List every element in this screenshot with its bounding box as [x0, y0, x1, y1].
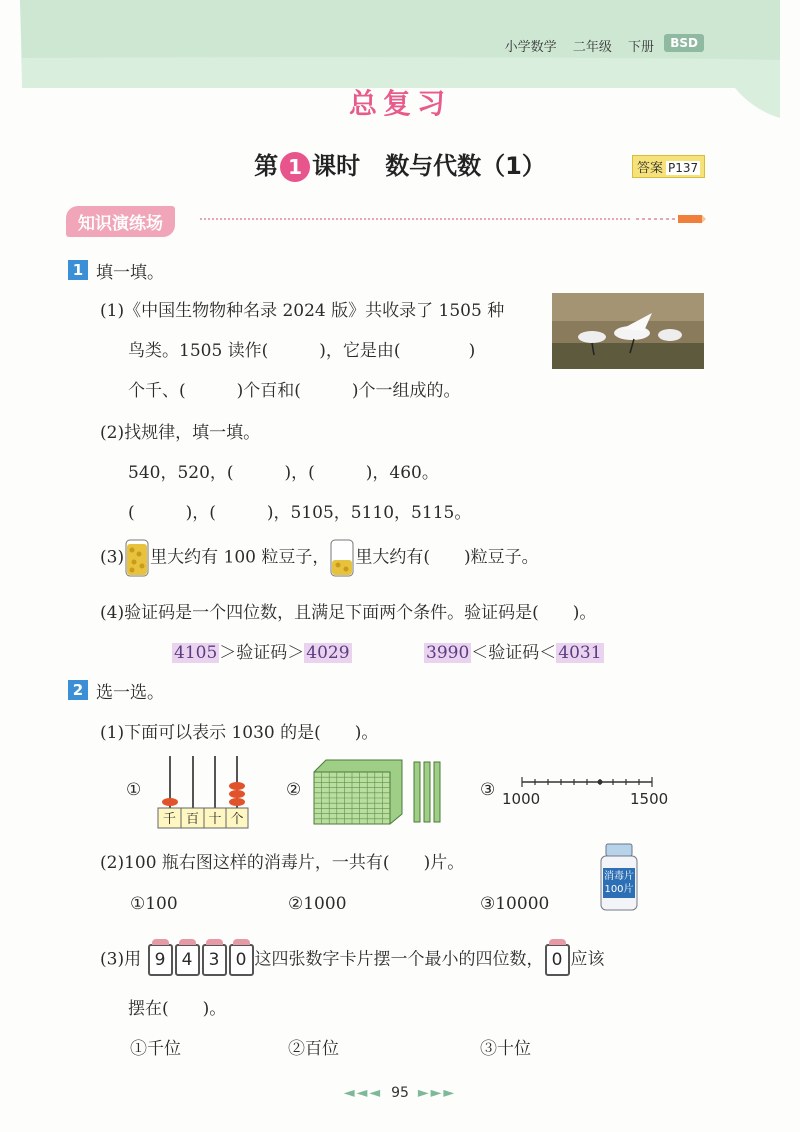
number-line-start: 1000 — [502, 790, 541, 808]
digit-card-3: 3 — [202, 944, 227, 976]
base-ten-blocks-icon — [312, 758, 452, 826]
partial-jar-icon — [329, 538, 355, 578]
condition-2-text: ＜验证码＜ — [471, 643, 557, 663]
full-jar-icon — [124, 538, 150, 578]
option-2-label: ② — [286, 780, 302, 800]
q2-part2-option-2: ②1000 — [288, 894, 347, 914]
question-2-title: 选一选。 — [96, 683, 164, 703]
lesson-number: 1 — [280, 152, 310, 182]
q2-part3-option-1: ①千位 — [130, 1039, 181, 1059]
lesson-suffix: 课时 — [312, 152, 361, 180]
lesson-prefix: 第 — [254, 152, 279, 180]
q2-part3 — [100, 944, 605, 976]
number-line-end: 1500 — [630, 790, 669, 808]
pencil-icon — [636, 212, 706, 226]
section-tag: 知识演练场 — [66, 206, 175, 237]
answer-label: 答案 — [637, 161, 664, 176]
answer-page: P137 — [668, 161, 699, 175]
digit-card-4: 4 — [175, 944, 200, 976]
abacus-label-thousands: 千 — [162, 812, 176, 827]
q2-part2-option-1: ①100 — [130, 894, 178, 914]
grade-label: 二年级 — [572, 40, 612, 55]
q1-part2-line2: 540，520，( )，( )，460。 — [128, 463, 439, 483]
condition-2-lower: 3990 — [426, 643, 470, 663]
digit-card-9: 9 — [148, 944, 173, 976]
condition-1-text: ＞验证码＞ — [219, 643, 305, 663]
footer-right-arrows: ►►► — [417, 1085, 457, 1101]
lesson-topic: 数与代数（1） — [385, 152, 546, 180]
bottle-label-name: 消毒片 — [604, 871, 634, 882]
q1-part4: (4)验证码是一个四位数，且满足下面两个条件。验证码是( )。 — [100, 603, 597, 623]
page-footer — [0, 1085, 800, 1101]
q1-part3-text1: 里大约有 100 粒豆子， — [150, 547, 330, 568]
condition-2 — [424, 638, 604, 663]
q2-part2-option-3: ③10000 — [480, 894, 550, 914]
q1-part3 — [100, 538, 539, 578]
subject-label: 小学数学 — [504, 40, 557, 55]
q2-part3-line2: 摆在( )。 — [128, 999, 227, 1019]
condition-1 — [172, 638, 352, 663]
page-title: 总复习 — [348, 87, 451, 120]
condition-2-upper: 4031 — [558, 643, 602, 663]
digit-card-0: 0 — [229, 944, 254, 976]
q1-part2-line1: (2)找规律，填一填。 — [100, 423, 261, 443]
abacus-label-tens: 十 — [208, 812, 222, 827]
q1-part1-line3: 个千、( )个百和( )个一组成的。 — [128, 381, 461, 401]
q2-part3-text1: 这四张数字卡片摆一个最小的四位数， — [254, 949, 544, 970]
volume-label: 下册 — [627, 40, 654, 55]
footer-left-arrows: ◄◄◄ — [343, 1085, 383, 1101]
bottle-label-count: 100片 — [604, 884, 634, 895]
q1-part2-line3: ( )，( )，5105，5110，5115。 — [128, 503, 472, 523]
q2-part1: (1)下面可以表示 1030 的是( )。 — [100, 723, 379, 743]
answer-reference — [632, 155, 705, 178]
q2-part3-option-2: ②百位 — [288, 1039, 339, 1059]
number-line — [518, 774, 658, 790]
q2-part3-text2: 应该 — [570, 949, 605, 970]
condition-1-lower: 4029 — [306, 643, 350, 663]
q1-part3-text2: 里大约有( )粒豆子。 — [355, 547, 539, 568]
condition-1-upper: 4105 — [174, 643, 218, 663]
bottle-label — [602, 870, 636, 896]
page-number: 95 — [391, 1085, 409, 1101]
section-divider — [200, 218, 630, 220]
q1-part1-line2: 鸟类。1505 读作( )，它是由( ) — [128, 341, 476, 361]
cranes-photo — [552, 293, 704, 369]
edition-badge: BSD — [664, 34, 704, 52]
q2-part3-option-3: ③十位 — [480, 1039, 531, 1059]
question-number-1: 1 — [68, 260, 88, 280]
abacus-label-hundreds: 百 — [185, 812, 199, 827]
digit-card-0-single: 0 — [545, 944, 570, 976]
q1-part1-line1: (1)《中国生物物种名录 2024 版》共收录了 1505 种 — [100, 301, 505, 321]
abacus-label-ones: 个 — [230, 812, 244, 827]
option-3-label: ③ — [480, 780, 496, 800]
q2-part3-label: (3)用 — [100, 949, 142, 970]
abacus-place-labels — [158, 808, 250, 827]
q1-part3-label: (3) — [100, 547, 125, 568]
question-1-title: 填一填。 — [96, 263, 164, 283]
q2-part2: (2)100 瓶右图这样的消毒片，一共有( )片。 — [100, 853, 465, 873]
question-number-2: 2 — [68, 680, 88, 700]
option-1-label: ① — [126, 780, 142, 800]
